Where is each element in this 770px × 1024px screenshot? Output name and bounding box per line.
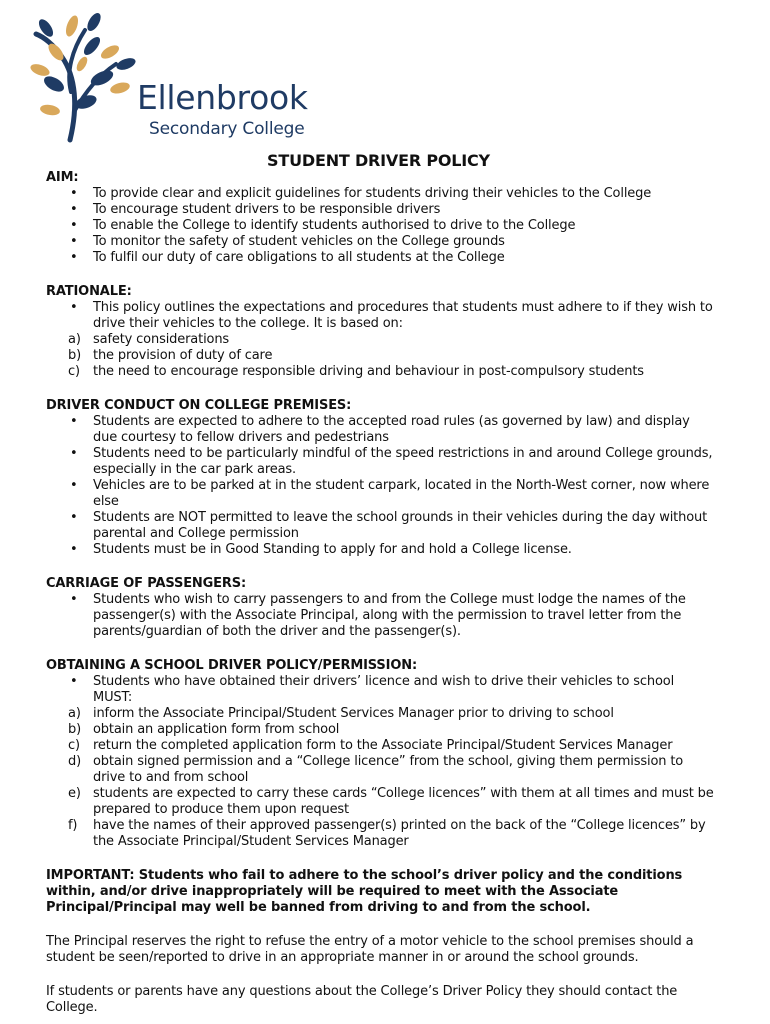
list-item: b) the provision of duty of care xyxy=(68,348,273,363)
college-subtitle: Secondary College xyxy=(149,119,305,139)
list-item: a) inform the Associate Principal/Student Services Manager prior to driving to school xyxy=(68,706,614,721)
college-logo xyxy=(30,12,320,147)
principal-paragraph: The Principal reserves the right to refuse the entry of a motor vehicle to the school premises should a student be seen/reported to drive in an appropriate manner in or around the school grounds. xyxy=(46,934,694,965)
list-item: • Students need to be particularly mindful of the speed restrictions in and around College grounds, especially in the car park areas. xyxy=(70,446,713,477)
obtaining-section xyxy=(46,658,714,850)
list-item: • Students are expected to adhere to the accepted road rules (as governed by law) and display due courtesy to fellow drivers and pedestrians xyxy=(70,414,690,445)
rationale-heading: RATIONALE: xyxy=(46,284,132,299)
page-title: STUDENT DRIVER POLICY xyxy=(267,151,490,170)
aim-heading: AIM: xyxy=(46,170,79,185)
passengers-section xyxy=(46,576,714,640)
list-item: a) safety considerations xyxy=(68,332,230,347)
list-item: • To enable the College to identify students authorised to drive to the College xyxy=(70,218,576,233)
list-item: • To provide clear and explicit guidelines for students driving their vehicles to the College xyxy=(70,186,652,201)
list-item: f) have the names of their approved passenger(s) printed on the back of the “College licences” by the Associate Principal/Student Services Manager xyxy=(68,818,706,849)
list-item: c) the need to encourage responsible driving and behaviour in post-compulsory students xyxy=(68,364,644,379)
list-item: • To fulfil our duty of care obligations to all students at the College xyxy=(70,250,505,265)
tree-emblem-icon xyxy=(30,12,140,147)
passengers-heading: CARRIAGE OF PASSENGERS: xyxy=(46,576,247,591)
list-item: • Students who have obtained their drivers’ licence and wish to drive their vehicles to school MUST: xyxy=(70,674,675,705)
list-item: • Students must be in Good Standing to apply for and hold a College license. xyxy=(70,542,572,557)
list-item: d) obtain signed permission and a “College licence” from the school, giving them permission to drive to and from school xyxy=(68,754,684,785)
list-item: • Vehicles are to be parked at in the student carpark, located in the North-West corner, now where else xyxy=(70,478,710,509)
list-item: b) obtain an application form from school xyxy=(68,722,340,737)
aim-section xyxy=(46,170,714,266)
conduct-section xyxy=(46,398,714,558)
list-item: • This policy outlines the expectations and procedures that students must adhere to if they wish to drive their vehicles to the college. It is based on: xyxy=(70,300,713,331)
list-item: c) return the completed application form to the Associate Principal/Student Services Manager xyxy=(68,738,673,753)
conduct-heading: DRIVER CONDUCT ON COLLEGE PREMISES: xyxy=(46,398,352,413)
rationale-section xyxy=(46,284,714,380)
list-item: • Students are NOT permitted to leave the school grounds in their vehicles during the day without parental and College permission xyxy=(70,510,708,541)
policy-body xyxy=(46,170,714,1016)
obtaining-heading: OBTAINING A SCHOOL DRIVER POLICY/PERMISSION: xyxy=(46,658,418,673)
important-notice: IMPORTANT: Students who fail to adhere to the school’s driver policy and the conditions within, and/or drive inappropriately will be required to meet with the Associate Principal/Principal may well be banned from driving to and from the school. xyxy=(46,868,683,915)
list-item: • To monitor the safety of student vehicles on the College grounds xyxy=(70,234,505,249)
college-name: Ellenbrook xyxy=(137,78,308,117)
list-item: • Students who wish to carry passengers to and from the College must lodge the names of the passenger(s) with the Associate Principal, along with the permission to travel letter from the parents/guardian of both the driver and the passenger(s). xyxy=(70,592,686,639)
contact-paragraph: If students or parents have any questions about the College’s Driver Policy they should contact the College. xyxy=(46,984,678,1015)
list-item: e) students are expected to carry these cards “College licences” with them at all times and must be prepared to produce them upon request xyxy=(68,786,714,817)
list-item: • To encourage student drivers to be responsible drivers xyxy=(70,202,441,217)
